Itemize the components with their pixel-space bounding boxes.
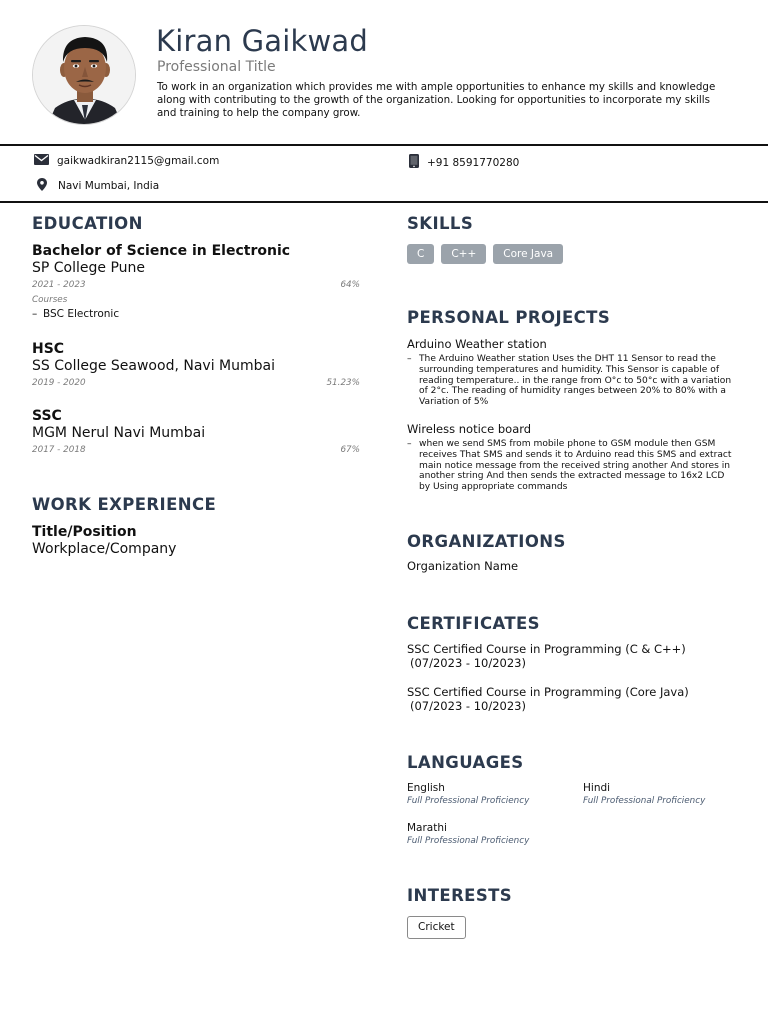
degree: Bachelor of Science in Electronic <box>32 243 291 259</box>
education-item <box>32 341 360 388</box>
education-heading: EDUCATION <box>32 214 143 233</box>
map-pin-icon <box>37 178 47 194</box>
language-item <box>407 822 529 846</box>
certificates-heading: CERTIFICATES <box>407 614 540 633</box>
work-item <box>32 524 176 558</box>
interests-heading: INTERESTS <box>407 886 513 905</box>
language-item <box>407 782 529 806</box>
skill-tag: C <box>407 244 434 264</box>
language-level: Full Professional Proficiency <box>407 836 530 846</box>
profile-photo-illustration <box>33 26 136 125</box>
language-name: Marathi <box>407 822 447 834</box>
education-dates: 2019 - 2020 <box>32 378 86 388</box>
courses-label: Courses <box>32 295 68 305</box>
certificate-name: SSC Certified Course in Programming (Core Java) <box>407 685 689 699</box>
project-description: – The Arduino Weather station Uses the DHT 11 Sensor to read the surrounding temperatures and humidity. This Sensor is capable of reading temperature.. in the range from O°c to 50°c with a variation of 2°c. The reading of humidity ranges between 20% to 80% with a Variation of 5% <box>407 354 732 408</box>
work-position: Title/Position <box>32 524 137 540</box>
degree: HSC <box>32 341 65 357</box>
organizations-heading: ORGANIZATIONS <box>407 532 566 551</box>
candidate-name: Kiran Gaikwad <box>156 24 368 58</box>
skills-heading: SKILLS <box>407 214 474 233</box>
project-item <box>407 337 737 408</box>
project-title: Arduino Weather station <box>407 337 547 351</box>
work-company: Workplace/Company <box>32 541 177 557</box>
summary-text: To work in an organization which provides me with ample opportunities to enhance my skills and knowledge along with contributing to the growth of the organization. Looking for opportunities to incorporate my skills and training to help the company grow. <box>157 81 716 120</box>
languages-heading: LANGUAGES <box>407 753 524 772</box>
education-grade: 51.23% <box>326 378 360 388</box>
phone-text: +91 8591770280 <box>427 156 520 169</box>
certificate-item <box>407 686 689 713</box>
contact-phone[interactable] <box>409 154 519 171</box>
certificate-item <box>407 643 686 670</box>
header-divider <box>0 144 768 146</box>
resume-header <box>0 0 768 145</box>
course-item: – BSC Electronic <box>32 308 120 320</box>
email-text: gaikwadkiran2115@gmail.com <box>57 155 220 167</box>
school: SP College Pune <box>32 260 146 276</box>
project-item <box>407 422 737 493</box>
skill-tag: C++ <box>441 244 486 264</box>
work-heading: WORK EXPERIENCE <box>32 495 217 514</box>
education-dates: 2017 - 2018 <box>32 445 86 455</box>
contact-divider <box>0 201 768 203</box>
contact-location <box>37 178 159 194</box>
mobile-phone-icon <box>409 154 419 171</box>
education-meta <box>32 378 360 388</box>
projects-heading: PERSONAL PROJECTS <box>407 308 611 327</box>
professional-title: Professional Title <box>157 59 276 75</box>
language-name: English <box>407 782 445 794</box>
envelope-icon <box>34 154 49 168</box>
profile-photo <box>32 25 136 125</box>
skill-tag: Core Java <box>493 244 563 264</box>
certificate-dates: (07/2023 - 10/2023) <box>410 698 526 713</box>
education-meta <box>32 445 360 455</box>
project-description: – when we send SMS from mobile phone to GSM module then GSM receives That SMS and sends it to Arduino read this SMS and extract main notice message from the received string another And stores in another string And then sends the extracted message to 16x2 LCD by Using appropriate commands <box>407 439 732 493</box>
language-level: Full Professional Proficiency <box>583 796 706 806</box>
education-meta <box>32 280 360 290</box>
interest-tag: Cricket <box>407 916 466 939</box>
location-text: Navi Mumbai, India <box>58 180 160 192</box>
organization-name: Organization Name <box>407 559 519 573</box>
education-grade: 67% <box>340 445 360 455</box>
skills-list <box>407 244 563 264</box>
certificate-dates: (07/2023 - 10/2023) <box>410 655 526 670</box>
language-item <box>583 782 705 806</box>
project-title: Wireless notice board <box>407 422 532 436</box>
education-item <box>32 243 360 320</box>
school: SS College Seawood, Navi Mumbai <box>32 358 275 374</box>
education-grade: 64% <box>340 280 360 290</box>
education-dates: 2021 - 2023 <box>32 280 86 290</box>
education-item <box>32 408 360 455</box>
language-name: Hindi <box>583 782 611 794</box>
degree: SSC <box>32 408 62 424</box>
certificate-name: SSC Certified Course in Programming (C & C++) <box>407 642 686 656</box>
contact-email[interactable] <box>34 154 219 168</box>
school: MGM Nerul Navi Mumbai <box>32 425 206 441</box>
language-level: Full Professional Proficiency <box>407 796 530 806</box>
